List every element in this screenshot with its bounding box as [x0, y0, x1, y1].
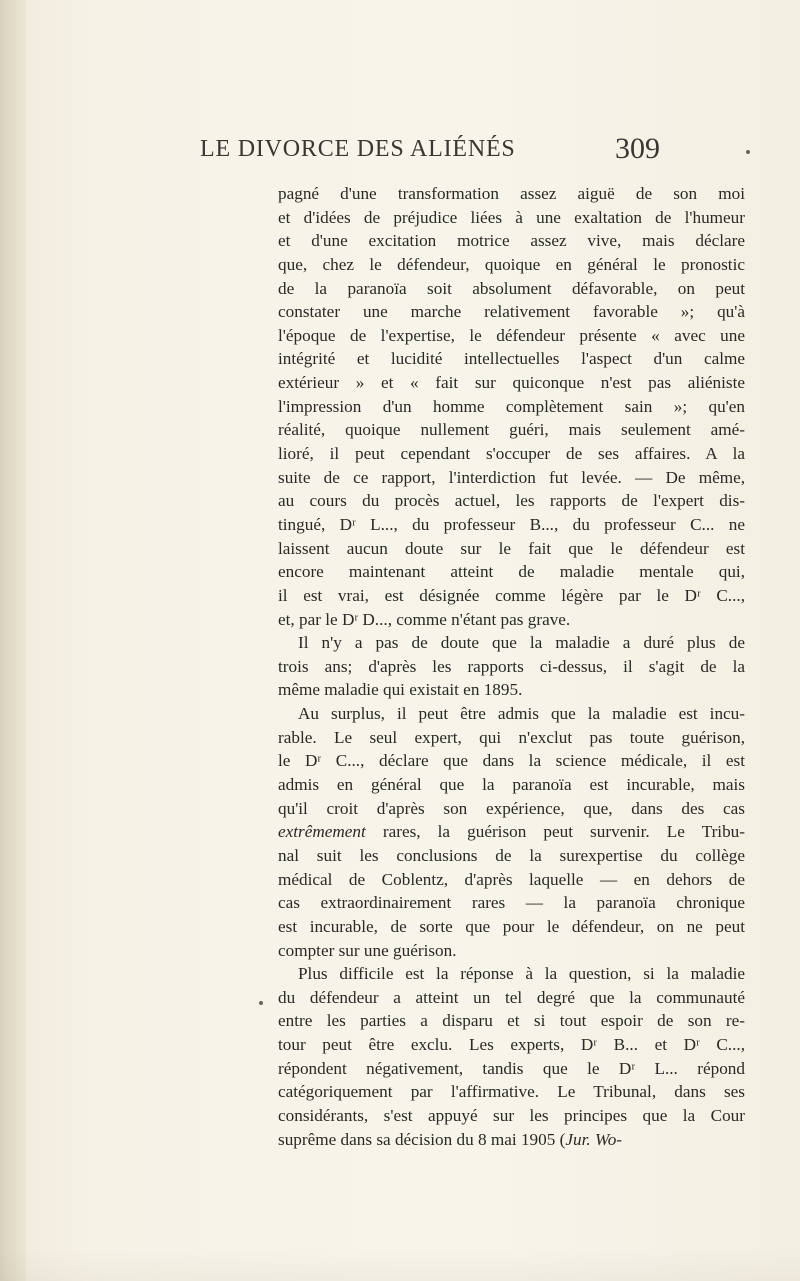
page-bottom-shade: [0, 1248, 800, 1281]
text-fragment: rares, la guérison peut survenir. Le Tribu-: [382, 822, 745, 842]
text-line: intégrité et lucidité intellectuelles l'aspect d'un calme: [278, 349, 745, 369]
page-number: 309: [615, 132, 660, 165]
margin-dot: [746, 150, 750, 154]
text-line: de la paranoïa soit absolument défavorable, on peut: [278, 278, 745, 298]
text-line: le Dʳ C..., déclare que dans la science médicale, il est: [278, 751, 745, 771]
italic-phrase: extrêmement: [278, 822, 366, 842]
text-line: réalité, quoique nullement guéri, mais seulement amé-: [278, 420, 745, 440]
text-line: entre les parties a disparu et si tout espoir de son re-: [278, 1011, 745, 1031]
text-line: lioré, il peut cependant s'occuper de ses affaires. A la: [278, 444, 745, 464]
text-line: Il n'y a pas de doute que la maladie a duré plus de: [298, 633, 745, 653]
text-line: Plus difficile est la réponse à la question, si la maladie: [298, 964, 745, 984]
text-line: et d'une excitation motrice assez vive, mais déclare: [278, 231, 745, 251]
text-fragment: suprême dans sa décision du 8 mai 1905 (: [278, 1129, 566, 1149]
page-gutter-shadow: [0, 0, 26, 1281]
text-line: même maladie qui existait en 1895.: [278, 680, 523, 700]
text-line: considérants, s'est appuyé sur les principes que la Cour: [278, 1105, 745, 1125]
text-line: Au surplus, il peut être admis que la maladie est incu-: [298, 704, 745, 724]
text-line: médical de Coblentz, d'après laquelle — en dehors de: [278, 869, 745, 889]
text-line: l'époque de l'expertise, le défendeur présente « avec une: [278, 325, 745, 345]
running-header: [200, 132, 660, 166]
text-line: suite de ce rapport, l'interdiction fut levée. — De même,: [278, 467, 745, 487]
text-line: répondent négativement, tandis que le Dʳ L... répond: [278, 1058, 745, 1078]
text-line: cas extraordinairement rares — la paranoïa chronique: [278, 893, 745, 913]
margin-tick: [259, 1001, 263, 1005]
text-line: que, chez le défendeur, quoique en général le pronostic: [278, 254, 745, 274]
text-line: il est vrai, est désignée comme légère par le Dʳ C...,: [278, 585, 745, 605]
text-line: qu'il croit d'après son expérience, que, dans des cas: [278, 798, 745, 818]
text-line: pagné d'une transformation assez aiguë de son moi: [278, 184, 745, 203]
text-line: l'impression d'un homme complètement sain »; qu'en: [278, 396, 745, 416]
text-line: trois ans; d'après les rapports ci-dessus, il s'agit de la: [278, 656, 745, 676]
text-line: extérieur » et « fait sur quiconque n'est pas aliéniste: [278, 373, 745, 393]
text-line: tour peut être exclu. Les experts, Dʳ B... et Dʳ C...,: [278, 1035, 745, 1055]
text-line: catégoriquement par l'affirmative. Le Tribunal, dans ses: [278, 1082, 745, 1102]
text-line: encore maintenant atteint de maladie mentale qui,: [278, 562, 745, 582]
text-line: admis en général que la paranoïa est incurable, mais: [278, 775, 745, 795]
text-line: compter sur une guérison.: [278, 940, 457, 960]
text-line: au cours du procès actuel, les rapports de l'expert dis-: [278, 491, 745, 511]
text-line: rable. Le seul expert, qui n'exclut pas toute guérison,: [278, 727, 745, 747]
text-line: [278, 1128, 745, 1152]
text-line: laissent aucun doute sur le fait que le défendeur est: [278, 538, 745, 558]
text-line: nal suit les conclusions de la surexpertise du collège: [278, 845, 745, 865]
text-line: du défendeur a atteint un tel degré que la communauté: [278, 987, 745, 1007]
text-line: [278, 820, 745, 844]
text-line: constater une marche relativement favorable »; qu'à: [278, 302, 745, 322]
text-line: et d'idées de préjudice liées à une exaltation de l'humeur: [278, 207, 745, 227]
text-line: tingué, Dʳ L..., du professeur B..., du professeur C... ne: [278, 514, 745, 534]
text-line: est incurable, de sorte que pour le défendeur, on ne peut: [278, 916, 745, 936]
italic-citation: Jur. Wo-: [565, 1129, 623, 1149]
body-text: [278, 182, 745, 1151]
running-title: LE DIVORCE DES ALIÉNÉS: [200, 136, 516, 162]
text-line: et, par le Dʳ D..., comme n'étant pas grave.: [278, 609, 571, 629]
